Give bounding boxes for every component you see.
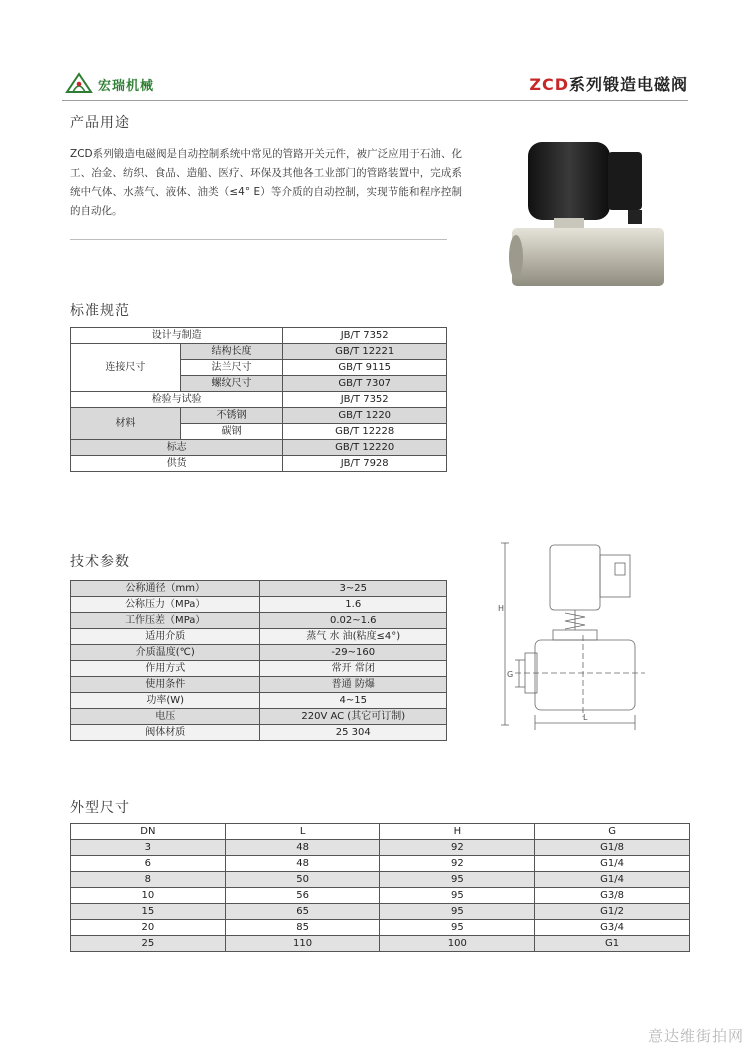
table-cell: 连接尺寸: [71, 344, 181, 392]
table-cell: 65: [225, 904, 380, 920]
table-cell: 85: [225, 920, 380, 936]
table-row: [71, 645, 447, 661]
table-cell: JB/T 7928: [283, 456, 447, 472]
table-cell: G1/4: [535, 872, 690, 888]
watermark: 意达维街拍网: [647, 1027, 744, 1045]
table-cell: G1/4: [535, 856, 690, 872]
usage-divider: [70, 239, 447, 240]
column-header: H: [380, 824, 535, 840]
table-row: [71, 936, 690, 952]
table-cell: 56: [225, 888, 380, 904]
table-cell: 适用介质: [71, 629, 260, 645]
table-cell: JB/T 7352: [283, 392, 447, 408]
table-cell: 介质温度(℃): [71, 645, 260, 661]
dim-h-label: H: [498, 604, 505, 613]
table-row: [71, 629, 447, 645]
table-cell: 阀体材质: [71, 725, 260, 741]
table-cell: -29~160: [260, 645, 447, 661]
table-cell: 设计与制造: [71, 328, 283, 344]
header-divider: [62, 100, 688, 101]
table-cell: 6: [71, 856, 226, 872]
title-rest: 系列锻造电磁阀: [568, 75, 688, 94]
table-cell: G3/4: [535, 920, 690, 936]
table-cell: 供货: [71, 456, 283, 472]
table-cell: 作用方式: [71, 661, 260, 677]
table-cell: 3~25: [260, 581, 447, 597]
table-cell: GB/T 12220: [283, 440, 447, 456]
table-row: [71, 920, 690, 936]
table-cell: 螺纹尺寸: [180, 376, 283, 392]
table-cell: 结构长度: [180, 344, 283, 360]
table-cell: 电压: [71, 709, 260, 725]
dims-title: 外型尺寸: [70, 800, 130, 816]
tech-title: 技术参数: [70, 554, 130, 570]
table-row: [71, 581, 447, 597]
table-cell: 碳钢: [180, 424, 283, 440]
table-cell: 48: [225, 856, 380, 872]
table-cell: 常开 常闭: [260, 661, 447, 677]
table-cell: GB/T 12221: [283, 344, 447, 360]
table-cell: GB/T 12228: [283, 424, 447, 440]
table-row: [71, 872, 690, 888]
table-cell: G3/8: [535, 888, 690, 904]
table-row: [71, 693, 447, 709]
table-row: [71, 709, 447, 725]
table-row: [71, 677, 447, 693]
table-cell: GB/T 7307: [283, 376, 447, 392]
table-cell: 50: [225, 872, 380, 888]
standards-title: 标准规范: [70, 303, 130, 319]
table-row: [71, 328, 447, 344]
table-row: [71, 904, 690, 920]
table-cell: 95: [380, 904, 535, 920]
dims-table: [70, 823, 690, 952]
table-row: [71, 440, 447, 456]
table-cell: 公称通径（mm）: [71, 581, 260, 597]
document-title: [529, 72, 688, 95]
company-logo-icon: [64, 72, 94, 96]
table-cell: 标志: [71, 440, 283, 456]
table-row: [71, 725, 447, 741]
table-cell: 100: [380, 936, 535, 952]
table-cell: 15: [71, 904, 226, 920]
brand-logo: [64, 70, 234, 98]
dim-g-label: G: [507, 670, 514, 679]
column-header: DN: [71, 824, 226, 840]
column-header: G: [535, 824, 690, 840]
table-row: [71, 597, 447, 613]
table-cell: 材料: [71, 408, 181, 440]
table-cell: G1/8: [535, 840, 690, 856]
table-cell: 220V AC (其它可订制): [260, 709, 447, 725]
usage-text: ZCD系列锻造电磁阀是自动控制系统中常见的管路开关元件，被广泛应用于石油、化工、冶金、纺织、食品、造船、医疗、环保及其他各工业部门的管路装置中，完成系统中气体、水蒸气、液体、油类（≤4° E）等介质的自动控制，实现节能和程序控制的自动化。: [70, 148, 462, 217]
table-cell: 25 304: [260, 725, 447, 741]
table-cell: 不锈钢: [180, 408, 283, 424]
table-cell: 4~15: [260, 693, 447, 709]
table-cell: G1: [535, 936, 690, 952]
table-cell: 95: [380, 872, 535, 888]
table-cell: 法兰尺寸: [180, 360, 283, 376]
table-cell: GB/T 9115: [283, 360, 447, 376]
table-cell: 0.02~1.6: [260, 613, 447, 629]
standards-table: [70, 327, 447, 472]
dimension-drawing: [495, 535, 660, 745]
valve-photo: [500, 130, 680, 300]
dim-l-label: L: [583, 713, 588, 722]
table-row: [71, 840, 690, 856]
table-cell: 使用条件: [71, 677, 260, 693]
table-cell: JB/T 7352: [283, 328, 447, 344]
table-cell: 10: [71, 888, 226, 904]
table-cell: 功率(W): [71, 693, 260, 709]
table-row: [71, 888, 690, 904]
tech-table: [70, 580, 447, 741]
table-cell: G1/2: [535, 904, 690, 920]
table-cell: 92: [380, 856, 535, 872]
table-cell: 92: [380, 840, 535, 856]
table-cell: 蒸气 水 油(粘度≤4°): [260, 629, 447, 645]
table-cell: 110: [225, 936, 380, 952]
table-row: [71, 392, 447, 408]
table-cell: 8: [71, 872, 226, 888]
table-cell: 3: [71, 840, 226, 856]
table-cell: 20: [71, 920, 226, 936]
table-cell: 48: [225, 840, 380, 856]
column-header: L: [225, 824, 380, 840]
table-cell: GB/T 1220: [283, 408, 447, 424]
table-cell: 95: [380, 888, 535, 904]
table-cell: 25: [71, 936, 226, 952]
table-header-row: [71, 824, 690, 840]
usage-title: 产品用途: [70, 115, 130, 131]
table-row: [71, 344, 447, 360]
table-cell: 公称压力（MPa）: [71, 597, 260, 613]
title-prefix: ZCD: [529, 75, 569, 94]
table-row: [71, 456, 447, 472]
table-row: [71, 856, 690, 872]
table-cell: 1.6: [260, 597, 447, 613]
table-cell: 普通 防爆: [260, 677, 447, 693]
table-cell: 工作压差（MPa）: [71, 613, 260, 629]
table-row: [71, 613, 447, 629]
table-cell: 95: [380, 920, 535, 936]
table-row: [71, 661, 447, 677]
brand-name: 宏瑞机械: [98, 78, 155, 94]
table-row: [71, 408, 447, 424]
table-cell: 检验与试验: [71, 392, 283, 408]
